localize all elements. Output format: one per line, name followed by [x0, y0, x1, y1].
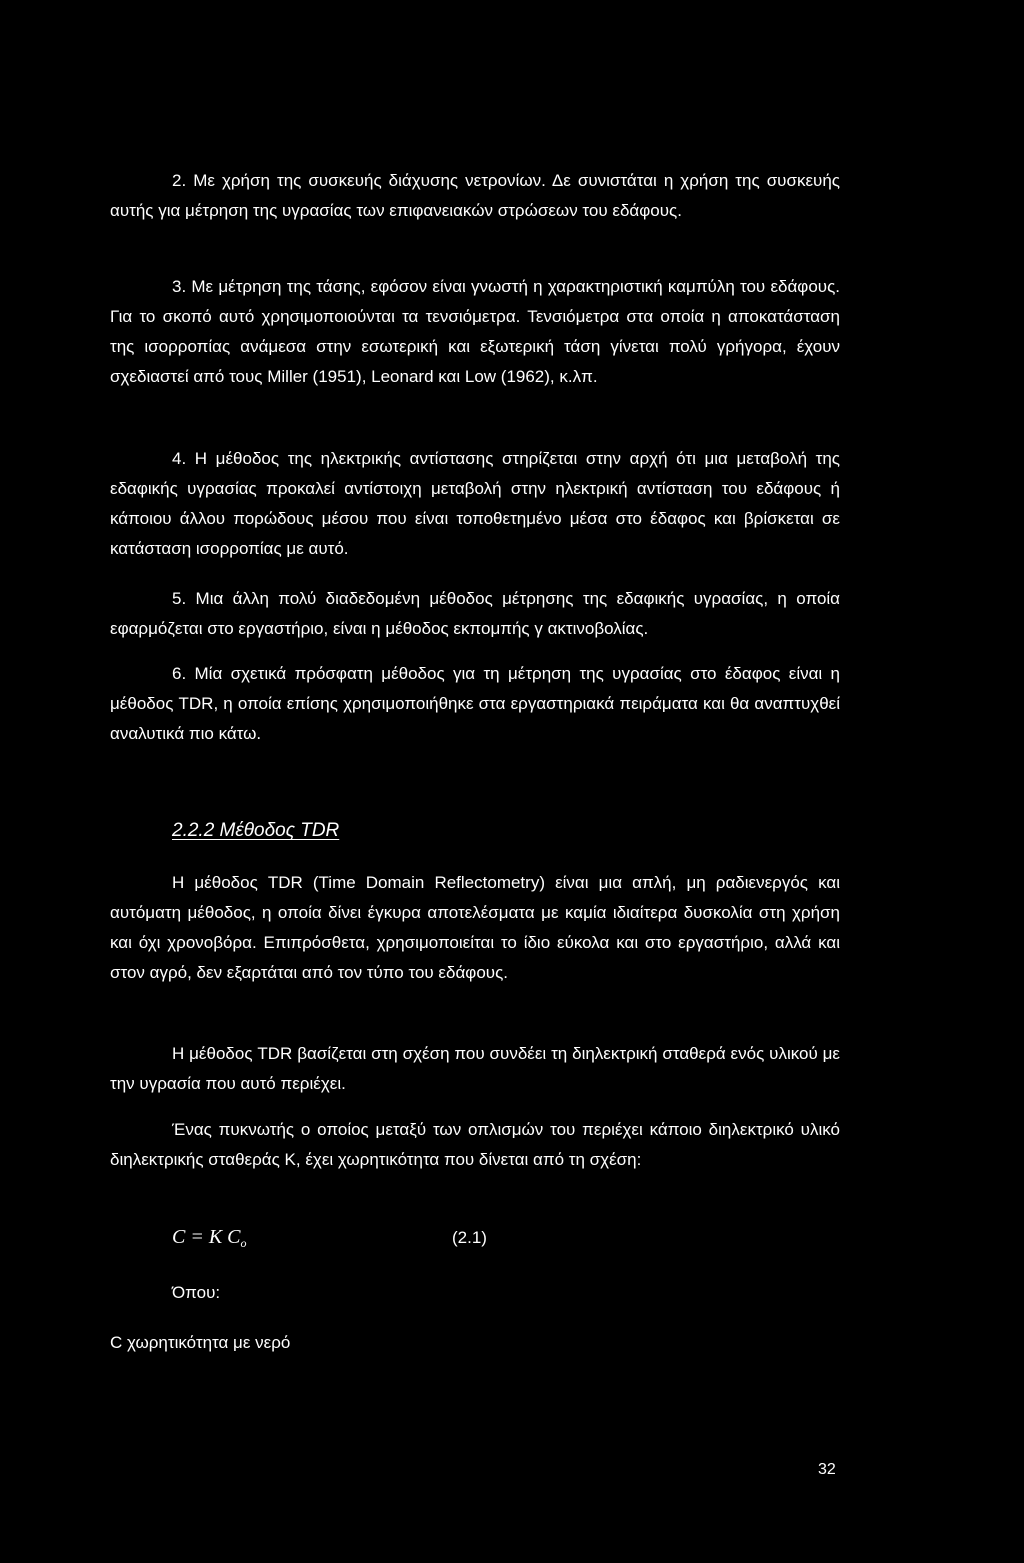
equation-number: (2.1) — [452, 1228, 487, 1247]
paragraph-resistance-method: 4. Η μέθοδος της ηλεκτρικής αντίστασης στηρίζεται στην αρχή ότι μια μεταβολή της εδαφικής υγρασίας προκαλεί αντίστοιχη μεταβολή στην ηλεκτρική αντίσταση του εδάφους ή κάποιου άλλου πορώδους μέσου που είναι τοποθετημένο μέσα στο έδαφος και βρίσκεται σε κατάσταση ισορροπίας με αυτό. — [110, 449, 840, 558]
paragraph-gamma-method: 5. Μια άλλη πολύ διαδεδομένη μέθοδος μέτρησης της εδαφικής υγρασίας, η οποία εφαρμόζεται στο εργαστήριο, είναι η μέθοδος εκπομπής γ ακτινοβολίας. — [110, 589, 840, 638]
equation-2-1 — [172, 1226, 247, 1251]
page-number: 32 — [818, 1461, 836, 1478]
equation-lhs: C = K C — [172, 1226, 241, 1248]
equation-subscript: o — [240, 1236, 247, 1250]
paragraph-neutron-method: 2. Με χρήση της συσκευής διάχυσης νετρονίων. Δε συνιστάται η χρήση της συσκευής αυτής για μέτρηση της υγρασίας των επιφανειακών στρώσεων του εδάφους. — [110, 171, 840, 220]
definition-c: C χωρητικότητα με νερό — [110, 1333, 291, 1352]
paragraph-tension-method: 3. Με μέτρηση της τάσης, εφόσον είναι γνωστή η χαρακτηριστική καμπύλη του εδάφους. Για το σκοπό αυτό χρησιμοποιούνται τα τενσιόμετρα. Τενσιόμετρα στα οποία η αποκατάσταση της ισορροπίας ανάμεσα στην εσωτερική και εξωτερική τάση γίνεται πολύ γρήγορα, έχουν σχεδιαστεί από τους Miller (1951), Leonard και Low (1962), κ.λπ. — [110, 277, 840, 386]
paragraph-tdr-basis: Η μέθοδος TDR βασίζεται στη σχέση που συνδέει τη διηλεκτρική σταθερά ενός υλικού με την υγρασία που αυτό περιέχει. — [110, 1044, 840, 1093]
section-heading: 2.2.2 Μέθοδος TDR — [172, 820, 340, 841]
paragraph-tdr-description: Η μέθοδος TDR (Time Domain Reflectometry) είναι μια απλή, μη ραδιενεργός και αυτόματη μέθοδος, η οποία δίνει έγκυρα αποτελέσματα με καμία ιδιαίτερα δυσκολία στη χρήση και όχι χρονοβόρα. Επιπρόσθετα, χρησιμοποιείται το ίδιο εύκολα και στο εργαστήριο, αλλά και στον αγρό, δεν εξαρτάται από τον τύπο του εδάφους. — [110, 873, 840, 982]
paragraph-tdr-intro: 6. Μία σχετικά πρόσφατη μέθοδος για τη μέτρηση της υγρασίας στο έδαφος είναι η μέθοδος TDR, η οποία επίσης χρησιμοποιήθηκε στα εργαστηριακά πειράματα και θα αναπτυχθεί αναλυτικά πιο κάτω. — [110, 664, 840, 743]
paragraph-capacitor: Ένας πυκνωτής ο οποίος μεταξύ των οπλισμών του περιέχει κάποιο διηλεκτρικό υλικό διηλεκτρικής σταθεράς Κ, έχει χωρητικότητα που δίνεται από τη σχέση: — [110, 1120, 840, 1169]
where-label: Όπου: — [172, 1283, 221, 1302]
